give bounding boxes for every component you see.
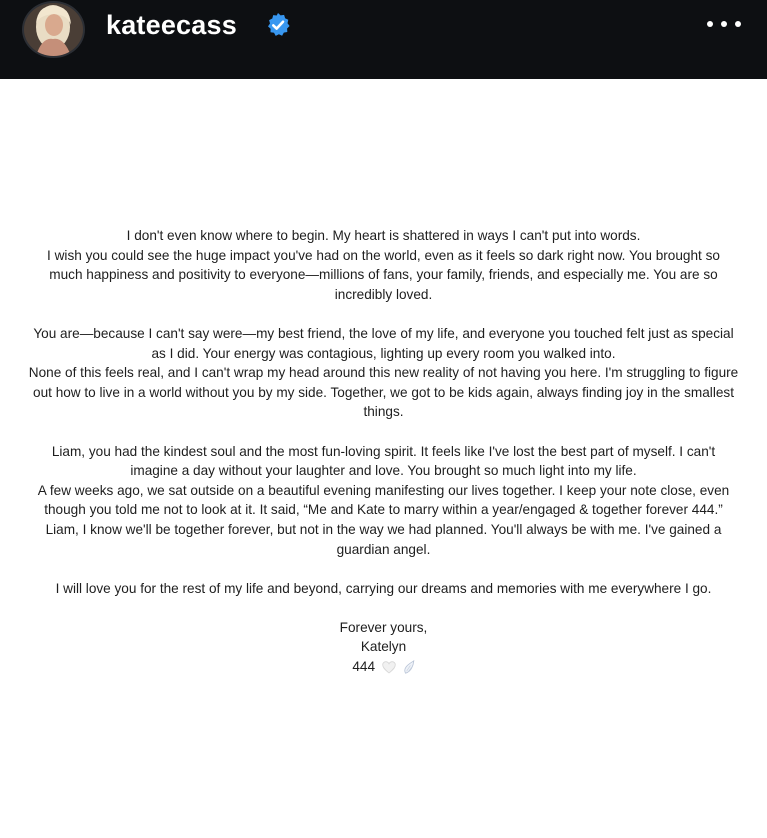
letter-line: incredibly loved. xyxy=(334,286,433,302)
letter-line: things. xyxy=(363,404,404,420)
signoff-number-line xyxy=(0,657,767,677)
signoff-name: Katelyn xyxy=(360,639,407,655)
letter-paragraph xyxy=(0,324,767,422)
letter-line: much happiness and positivity to everyone—millions of fans, your family, friends, and especially me. You are so xyxy=(49,267,718,283)
letter-line: You are—because I can't say were—my best friend, the love of my life, and everyone you touched felt just as special xyxy=(33,325,734,341)
letter-line: None of this feels real, and I can't wrap my head around this new reality of not having you here. I'm struggling to figure xyxy=(28,365,739,381)
letter-paragraph xyxy=(0,442,767,560)
profile-photo xyxy=(24,3,83,56)
letter-text xyxy=(0,226,767,696)
letter-signoff xyxy=(0,618,767,677)
more-dot xyxy=(735,21,741,27)
letter-line: out how to live in a world without you by my side. Together, we got to be kids again, always finding joy in the smallest xyxy=(33,384,734,400)
signoff-number: 444 xyxy=(352,659,376,675)
letter-line: though you told me not to look at it. It said, “Me and Kate to marry within a year/engaged & together forever 444.” xyxy=(44,502,723,518)
signoff-closing: Forever yours, xyxy=(339,619,428,635)
letter-line: as I did. Your energy was contagious, lighting up every room you walked into. xyxy=(151,345,616,361)
letter-line: guardian angel. xyxy=(336,541,431,557)
letter-line: I wish you could see the huge impact you've had on the world, even as it feels so dark right now. You brought so xyxy=(47,247,720,263)
letter-line: Liam, you had the kindest soul and the most fun-loving spirit. It feels like I've lost the best part of myself. I can't xyxy=(51,443,716,459)
verified-badge-icon xyxy=(265,12,291,38)
white-heart-icon xyxy=(382,661,396,674)
letter-paragraph xyxy=(0,579,767,599)
letter-line: Liam, I know we'll be together forever, but not in the way we had planned. You'll always be with me. I've gained a xyxy=(45,521,722,537)
wing-icon xyxy=(403,660,415,674)
letter-line: A few weeks ago, we sat outside on a beautiful evening manifesting our lives together. I keep your note close, even xyxy=(37,482,730,498)
avatar[interactable] xyxy=(22,1,85,58)
more-options-button[interactable] xyxy=(706,14,742,34)
letter-line: imagine a day without your laughter and love. You brought so much light into my life. xyxy=(130,463,637,479)
post-header xyxy=(0,0,767,79)
letter-paragraph xyxy=(0,226,767,304)
letter-line: I don't even know where to begin. My heart is shattered in ways I can't put into words. xyxy=(126,228,641,243)
more-dot xyxy=(707,21,713,27)
more-dot xyxy=(721,21,727,27)
username[interactable]: kateecass xyxy=(106,10,237,40)
letter-line: I will love you for the rest of my life and beyond, carrying our dreams and memories with me everywhere I go. xyxy=(55,580,712,596)
